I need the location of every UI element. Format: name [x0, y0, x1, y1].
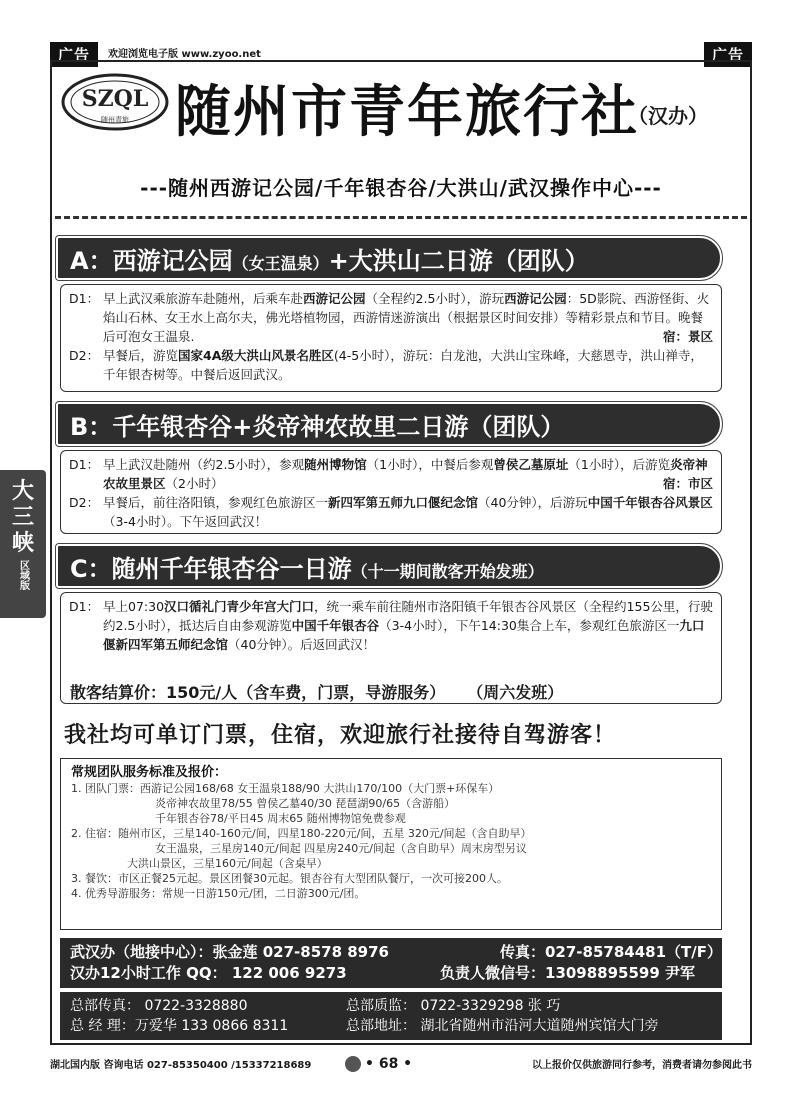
tour-c-schedule: （周六发班） — [475, 683, 564, 702]
tour-b-itinerary — [60, 450, 722, 534]
tour-b-heading: B：千年银杏谷+炎帝神农故里二日游（团队） — [70, 413, 565, 441]
qq-number: 汉办12小时工作 QQ： 122 006 9273 — [70, 964, 347, 982]
pricing-line: 2. 住宿：随州市区，三星140-160元/间，四星180-220元/间，五星 320元/间起（含自助早） — [71, 827, 532, 840]
tour-b-day1: D1： 早上武汉赴随州（约2.5小时），参观随州博物馆（1小时），中餐后参观曾侯乙墓原址（1小时），后游览炎帝神农故里景区（2小时） 宿：市区 — [69, 457, 713, 491]
contact-block — [60, 938, 722, 988]
ad-label-left: 广告 — [50, 42, 98, 67]
logo-text: SZQL — [81, 86, 149, 112]
pricing-line: 3. 餐饮：市区正餐25元起。景区团餐30元起。银杏谷有大型团队餐厅，一次可接200人。 — [71, 872, 508, 885]
tour-a-banner — [56, 236, 722, 280]
page-badge-icon — [345, 1056, 361, 1072]
ad-label-right: 广告 — [704, 42, 752, 67]
tour-a-itinerary — [60, 284, 722, 392]
footer-left: 湖北国内版 咨询电话 027-85350400 /15337218689 — [50, 1060, 312, 1071]
tour-b-banner — [56, 402, 722, 446]
tour-c-banner — [56, 544, 722, 588]
wuhan-office: 武汉办（地接中心）：张金莲 027-8578 8976 — [70, 943, 389, 961]
tour-c-day1: D1： 早上07:30汉口循礼门青少年宫大门口，统一乘车前往随州市洛阳镇千年银杏谷风景区（全程约155公里，行驶约2.5小时），抵达后自由参观游览中国千年银杏谷（3-4小时），下午14:30集合上车，参观红色旅游区一九口偃新四军第五师纪念馆（40分钟）。后返回武汉！ — [69, 599, 713, 652]
pricing-line: 1. 团队门票：西游记公园168/68 女王温泉188/90 大洪山170/100（大门票+环保车） — [71, 782, 500, 795]
footer-right: 以上报价仅供旅游同行参考，消费者请勿参阅此书 — [532, 1060, 752, 1071]
fax: 传真：027-85784481（T/F） — [500, 943, 722, 961]
page-number: • 68 • — [345, 1056, 412, 1072]
pricing-line: 千年银杏谷78/平日45 周末65 随州博物馆免费参观 — [155, 812, 406, 825]
pricing-line: 女王温泉，三星房140元/间起 四星房240元/间起（含自助早）周末房型另议 — [155, 842, 527, 855]
tour-c-heading-small: （十一期间散客开始发班） — [351, 562, 544, 581]
tour-a-day1: D1： 早上武汉乘旅游车赴随州，后乘车赴西游记公园（全程约2.5小时），游玩西游记公园：5D影院、西游怪街、火焰山石林、女王水上高尔夫，佛光塔植物园，西游情迷游演出（根据景区时间安排）等精彩景点和节目。晚餐后可泡女王温泉. 宿：景区 — [69, 291, 713, 344]
region-side-tab: 大 三 峡 区域版 — [0, 470, 46, 618]
tour-c-price: 散客结算价：150元/人（含车费，门票，导游服务） （周六发班） — [70, 683, 564, 702]
tour-b-day2: D2： 早餐后，前往洛阳镇，参观红色旅游区一新四军第五师九口偃纪念馆（40分钟），后游玩中国千年银杏谷风景区（3-4小时）。下午返回武汉！ — [69, 495, 713, 529]
tour-a-stay: 宿：景区 — [662, 329, 713, 344]
headquarters-block — [60, 992, 722, 1040]
tour-a-heading-rest: +大洪山二日游（团队） — [328, 247, 589, 275]
hq-manager: 总 经 理：万爱华 133 0866 8311 — [70, 1018, 289, 1034]
company-logo — [60, 72, 170, 132]
welcome-text: 欢迎浏览电子版 www.zyoo.net — [108, 49, 261, 60]
tour-a-day2: D2： 早餐后，游览国家4A级大洪山风景名胜区(4-5小时），游玩：白龙池，大洪山宝珠峰，大慈恩寺，洪山禅寺，千年银杏树等。中餐后返回武汉。 — [69, 348, 703, 382]
logo-subtext: 随州青旅 — [101, 116, 129, 124]
pricing-line: 4. 优秀导游服务：常规一日游150元/团，二日游300元/团。 — [71, 887, 366, 900]
tour-a-heading-small: （女王温泉） — [232, 254, 329, 273]
hq-address: 总部地址： 湖北省随州市沿河大道随州宾馆大门旁 — [346, 1018, 659, 1034]
subtitle: ---随州西游记公园/千年银杏谷/大洪山/武汉操作中心--- — [140, 176, 662, 200]
hq-fax: 总部传真： 0722-3328880 — [70, 998, 248, 1014]
tour-c-heading: C：随州千年银杏谷一日游 — [70, 555, 352, 583]
wechat: 负责人微信号：13098895599 尹军 — [440, 964, 696, 982]
tour-a-heading: A：西游记公园 — [70, 247, 233, 275]
title-suffix: （汉办） — [628, 104, 708, 128]
pricing-line: 大洪山景区，三星160元/间起（含桌早） — [127, 857, 328, 870]
pricing-box — [60, 758, 722, 930]
page-title: 随州市青年旅行社 — [175, 79, 639, 145]
tour-b-stay: 宿：市区 — [662, 476, 713, 491]
hq-qa: 总部质监： 0722-3329298 张 巧 — [346, 998, 561, 1014]
pricing-line: 炎帝神农故里78/55 曾侯乙墓40/30 琵琶湖90/65（含游船） — [155, 797, 456, 810]
promo-banner: 我社均可单订门票，住宿，欢迎旅行社接待自驾游客！ — [64, 723, 617, 748]
pricing-title: 常规团队服务标准及报价： — [71, 765, 228, 780]
dashed-divider — [55, 216, 747, 219]
